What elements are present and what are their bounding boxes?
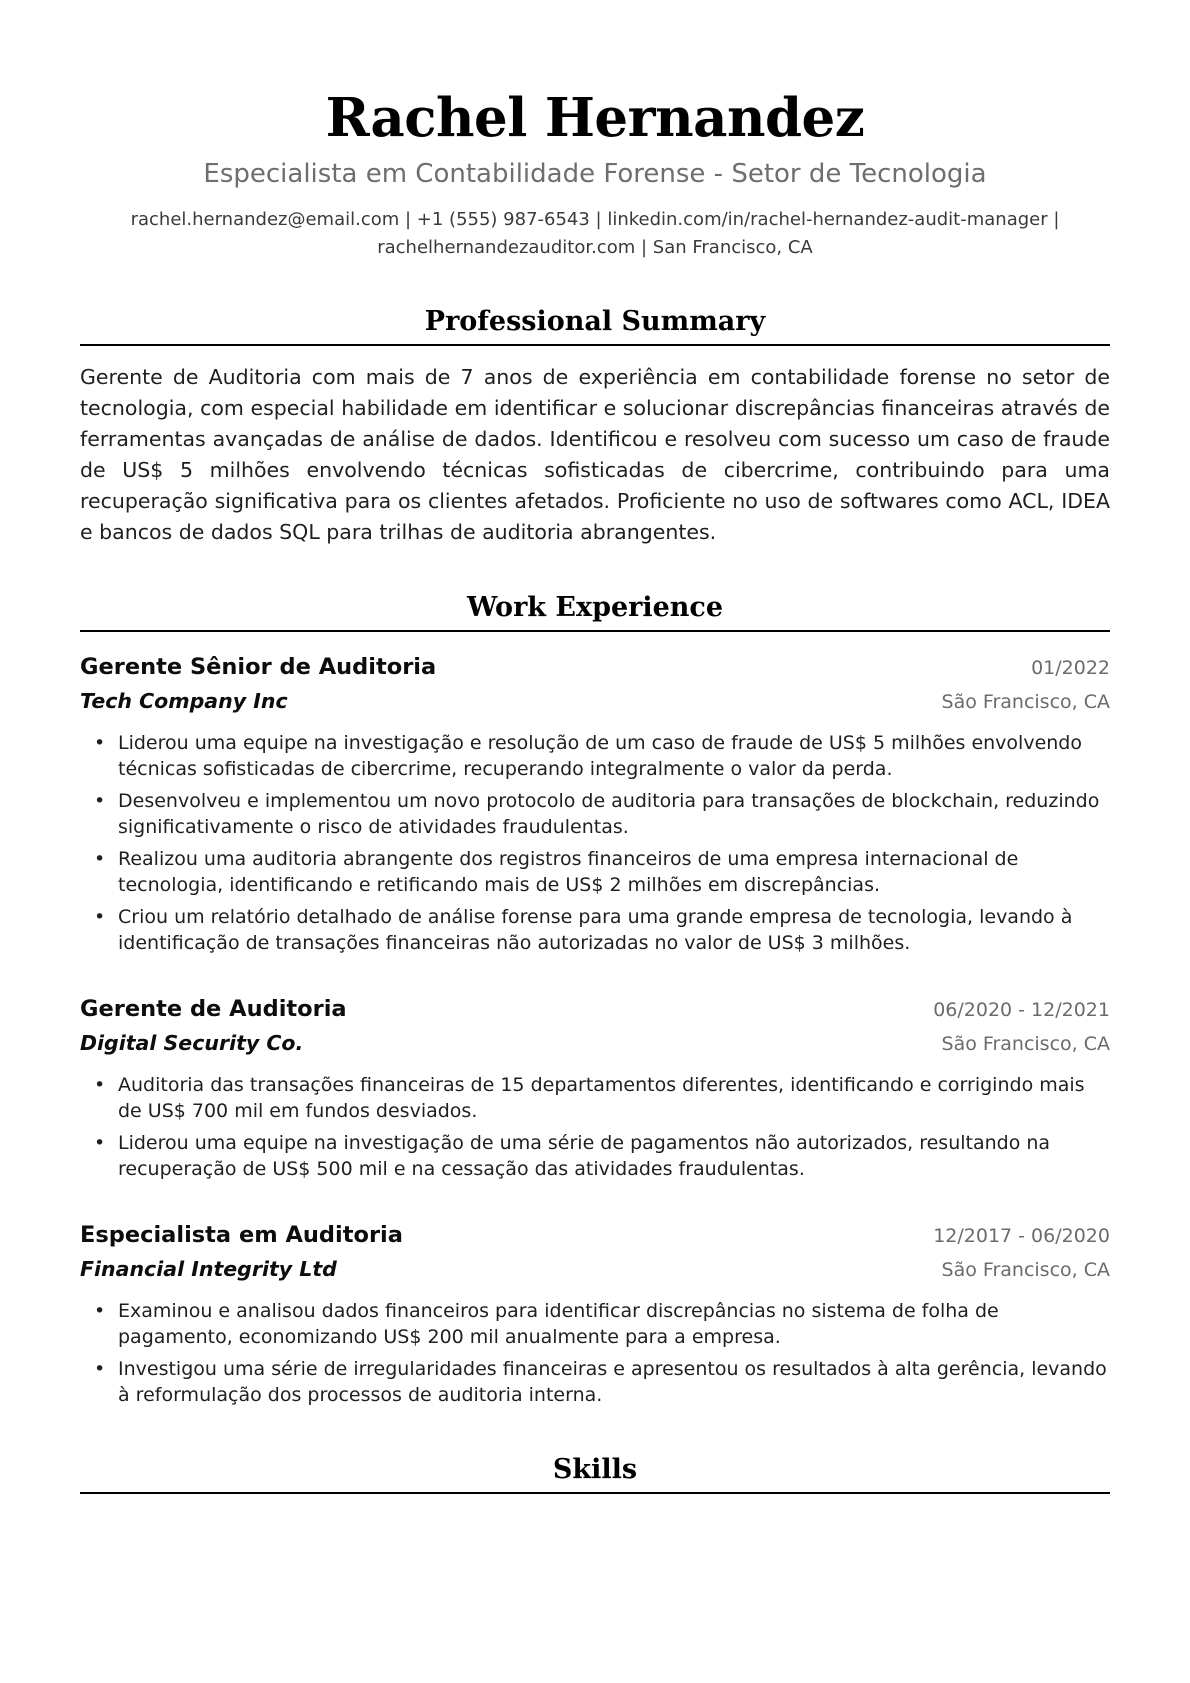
job-title-row [80, 650, 1110, 684]
candidate-headline: Especialista em Contabilidade Forense - Setor de Tecnologia [203, 159, 987, 189]
job-company: Digital Security Co. [80, 1031, 304, 1055]
job-bullet: • Criou um relatório detalhado de análise forense para uma grande empresa de tecnologia, levando à identificação de transações financeiras não autorizadas no valor de US$ 3 milhões. [80, 904, 1110, 956]
job-location: São Francisco, CA [941, 1259, 1110, 1281]
job-title-row [80, 992, 1110, 1026]
contact-line-2: rachelhernandezauditor.com | San Francisco, CA [377, 237, 813, 258]
job-company: Tech Company Inc [80, 689, 288, 713]
job-date: 12/2017 - 06/2020 [933, 1225, 1110, 1247]
job-date: 01/2022 [1031, 657, 1110, 679]
job-company-row [80, 1252, 1110, 1286]
job-bullet: • Liderou uma equipe na investigação de uma série de pagamentos não autorizados, resultando na recuperação de US$ 500 mil e na cessação das atividades fraudulentas. [80, 1130, 1110, 1182]
job-entry [80, 650, 1110, 956]
candidate-name: Rachel Hernandez [325, 87, 865, 149]
experience-heading: Work Experience [80, 590, 1110, 632]
contact-line-1: rachel.hernandez@email.com | +1 (555) 987-6543 | linkedin.com/in/rachel-hernandez-audit-manager | [130, 209, 1060, 230]
job-entry [80, 1218, 1110, 1408]
job-location: São Francisco, CA [941, 691, 1110, 713]
job-company-row [80, 1026, 1110, 1060]
job-entry [80, 992, 1110, 1182]
job-bullet: • Investigou uma série de irregularidades financeiras e apresentou os resultados à alta gerência, levando à reformulação dos processos de auditoria interna. [80, 1356, 1110, 1408]
summary-text: Gerente de Auditoria com mais de 7 anos de experiência em contabilidade forense no setor de tecnologia, com especial habilidade em identificar e solucionar discrepâncias financeiras através de ferramentas avançadas de análise de dados. Identificou e resolveu com sucesso um caso de fraude de US$ 5 milhões envolvendo técnicas sofisticadas de cibercrime, contribuindo para uma recuperação significativa para os clientes afetados. Proficiente no uso de softwares como ACL, IDEA e bancos de dados SQL para trilhas de auditoria abrangentes. [80, 365, 1110, 544]
job-bullet: • Realizou uma auditoria abrangente dos registros financeiros de uma empresa internacional de tecnologia, identificando e retificando mais de US$ 2 milhões em discrepâncias. [80, 846, 1110, 898]
job-bullet: • Examinou e analisou dados financeiros para identificar discrepâncias no sistema de folha de pagamento, economizando US$ 200 mil anualmente para a empresa. [80, 1298, 1110, 1350]
summary-section [80, 304, 1110, 548]
job-date: 06/2020 - 12/2021 [933, 999, 1110, 1021]
job-bullet: • Liderou uma equipe na investigação e resolução de um caso de fraude de US$ 5 milhões envolvendo técnicas sofisticadas de cibercrime, recuperando integralmente o valor da perda. [80, 730, 1110, 782]
job-location: São Francisco, CA [941, 1033, 1110, 1055]
job-bullets [80, 730, 1110, 956]
job-title: Gerente Sênior de Auditoria [80, 654, 437, 680]
job-title: Especialista em Auditoria [80, 1222, 403, 1248]
job-bullets [80, 1072, 1110, 1182]
job-title: Gerente de Auditoria [80, 996, 347, 1022]
contact-info [80, 206, 1110, 262]
job-title-row [80, 1218, 1110, 1252]
job-company: Financial Integrity Ltd [80, 1257, 337, 1281]
skills-heading: Skills [80, 1452, 1110, 1494]
skills-section [80, 1452, 1110, 1494]
experience-section [80, 590, 1110, 1408]
job-bullet: • Auditoria das transações financeiras de 15 departamentos diferentes, identificando e corrigindo mais de US$ 700 mil em fundos desviados. [80, 1072, 1110, 1124]
job-company-row [80, 684, 1110, 718]
job-bullet: • Desenvolveu e implementou um novo protocolo de auditoria para transações de blockchain, reduzindo significativamente o risco de atividades fraudulentas. [80, 788, 1110, 840]
summary-heading: Professional Summary [80, 304, 1110, 346]
resume-header [80, 84, 1110, 262]
job-bullets [80, 1298, 1110, 1408]
